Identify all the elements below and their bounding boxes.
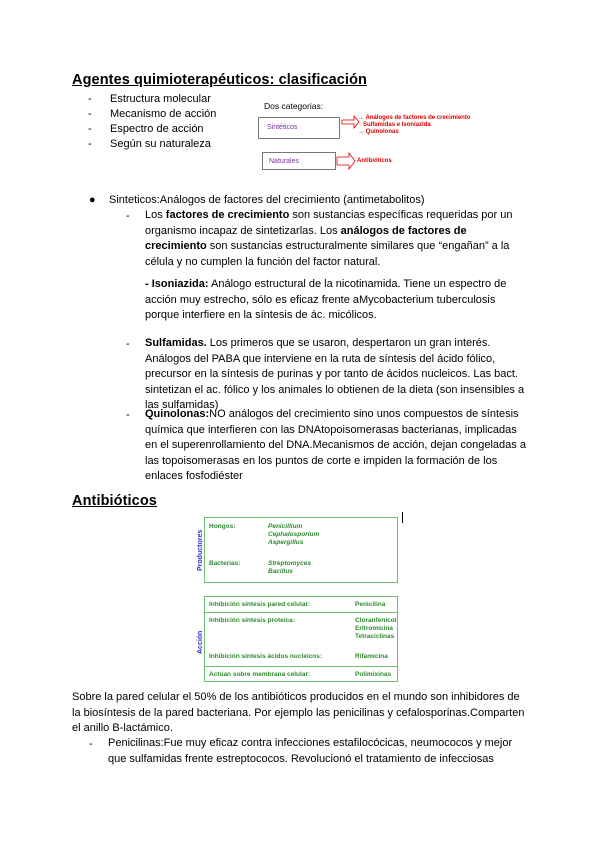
text-cursor bbox=[402, 512, 403, 523]
section1-bullet: Sinteticos:Análogos de factores del crecimiento (antimetabolitos) bbox=[109, 194, 425, 206]
synth-box bbox=[258, 117, 340, 139]
action-row-key: Inhibición síntesis proteica: bbox=[209, 617, 295, 624]
paragraph-sulfamidas: Sulfamidas. Los primeros que se usaron, despertaron un gran interés. Análogos del PABA que interviene en la ruta de síntesis del ácido fólico, precursor en la síntesis de purinas y por tanto de ácidos nucleicos. Las bact. sintetizan el ac. fólico y los animales lo obtienen de la dieta (son insensibles a las sulfamidas) bbox=[145, 337, 525, 411]
dash-marker: - bbox=[126, 338, 130, 350]
arrow-right-icon bbox=[335, 152, 357, 170]
paragraph-isoniazida: - Isoniazida: Análogo estructural de la nicotinamida. Tiene un espectro de acción muy estrecho, sólo es eficaz frente aMycobacterium tuberculosis porque interfiere en la síntesis de ác. micólicos. bbox=[145, 278, 507, 321]
paragraph-growth-factors: Los factores de crecimiento son sustancias específicas requeridas por un organismo incapaz de sintetizarlas. Los análogos de factores de crecimiento son sustancias estructuralmente similares que “engañan” a la célula y no cumplen la función del factor natural. bbox=[145, 209, 513, 268]
bullet-dot: ● bbox=[89, 194, 96, 206]
action-row-key: Actúan sobre membrana celular: bbox=[209, 671, 311, 678]
diagram-heading: Dos categorias: bbox=[264, 101, 324, 111]
list-item: - Según su naturaleza bbox=[88, 138, 211, 150]
synth-label: Sintéticos bbox=[267, 124, 298, 131]
action-row-value: Rifamicina bbox=[355, 653, 388, 660]
bacterias-label: Bacterias: bbox=[209, 560, 241, 567]
bacterias-list: Streptomyces Bacillus bbox=[268, 560, 311, 575]
list-item: - Estructura molecular bbox=[88, 93, 211, 105]
hongos-label: Hongos: bbox=[209, 523, 236, 530]
divider bbox=[204, 612, 398, 613]
dash-marker: - bbox=[126, 210, 130, 222]
dash-marker: - bbox=[126, 409, 130, 421]
action-row-key: Inhibición síntesis ácidos nucleicos: bbox=[209, 653, 323, 660]
action-row-value: Penicilina bbox=[355, 601, 386, 608]
action-row-key: Inhibición síntesis pared celular: bbox=[209, 601, 311, 608]
paragraph-quinolonas: Quinolonas:NO análogos del crecimiento sino unos compuestos de síntesis química que interfieren con las DNAtopoisomerasas bacterianas, implicadas en el superenrollamiento del DNA.Mecanismos de acción, dejan congeladas a las topoisomerasas en los puntos de corte e impiden la formación de los enlaces fosfodiéster bbox=[145, 408, 526, 482]
list-item: - Mecanismo de acción bbox=[88, 108, 217, 120]
paragraph-penicilinas: Penicilinas:Fue muy eficaz contra infecciones estafilocócicas, neumococos y mejor que sulfamidas frente estreptococos. Revolucionó el tratamiento de infecciosas bbox=[108, 737, 513, 765]
arrow-right-icon bbox=[340, 114, 360, 134]
page-title: Agentes quimioterapéuticos: clasificación bbox=[72, 72, 367, 88]
natural-box bbox=[262, 152, 336, 170]
section-title-antibioticos: Antibióticos bbox=[72, 493, 157, 509]
paragraph-cell-wall: Sobre la pared celular el 50% de los antibióticos producidos en el mundo son inhibidores de la biosíntesis de la pared bacteriana. Por ejemplo las penicilinas y cefalosporinas.Comparten el anillo B-lactámico. bbox=[72, 691, 525, 734]
divider bbox=[204, 666, 398, 667]
list-item: - Espectro de acción bbox=[88, 123, 204, 135]
action-label: Acción bbox=[197, 630, 204, 654]
synth-items: → Análogos de factores de crecimiento Sulfamidas e Isoniazida → Quinolonas bbox=[358, 115, 471, 135]
natural-item: Antibióticos bbox=[357, 158, 392, 164]
dash-marker: - bbox=[89, 738, 93, 750]
action-row-values: Cloranfenicol Eritromicina Tetraciclinas bbox=[355, 617, 397, 640]
producers-label: Productores bbox=[197, 529, 204, 571]
hongos-list: Penicillium Cephalosporium Aspergillus bbox=[268, 523, 320, 546]
action-row-value: Polimixinas bbox=[355, 671, 392, 678]
natural-label: Naturales bbox=[269, 158, 299, 165]
